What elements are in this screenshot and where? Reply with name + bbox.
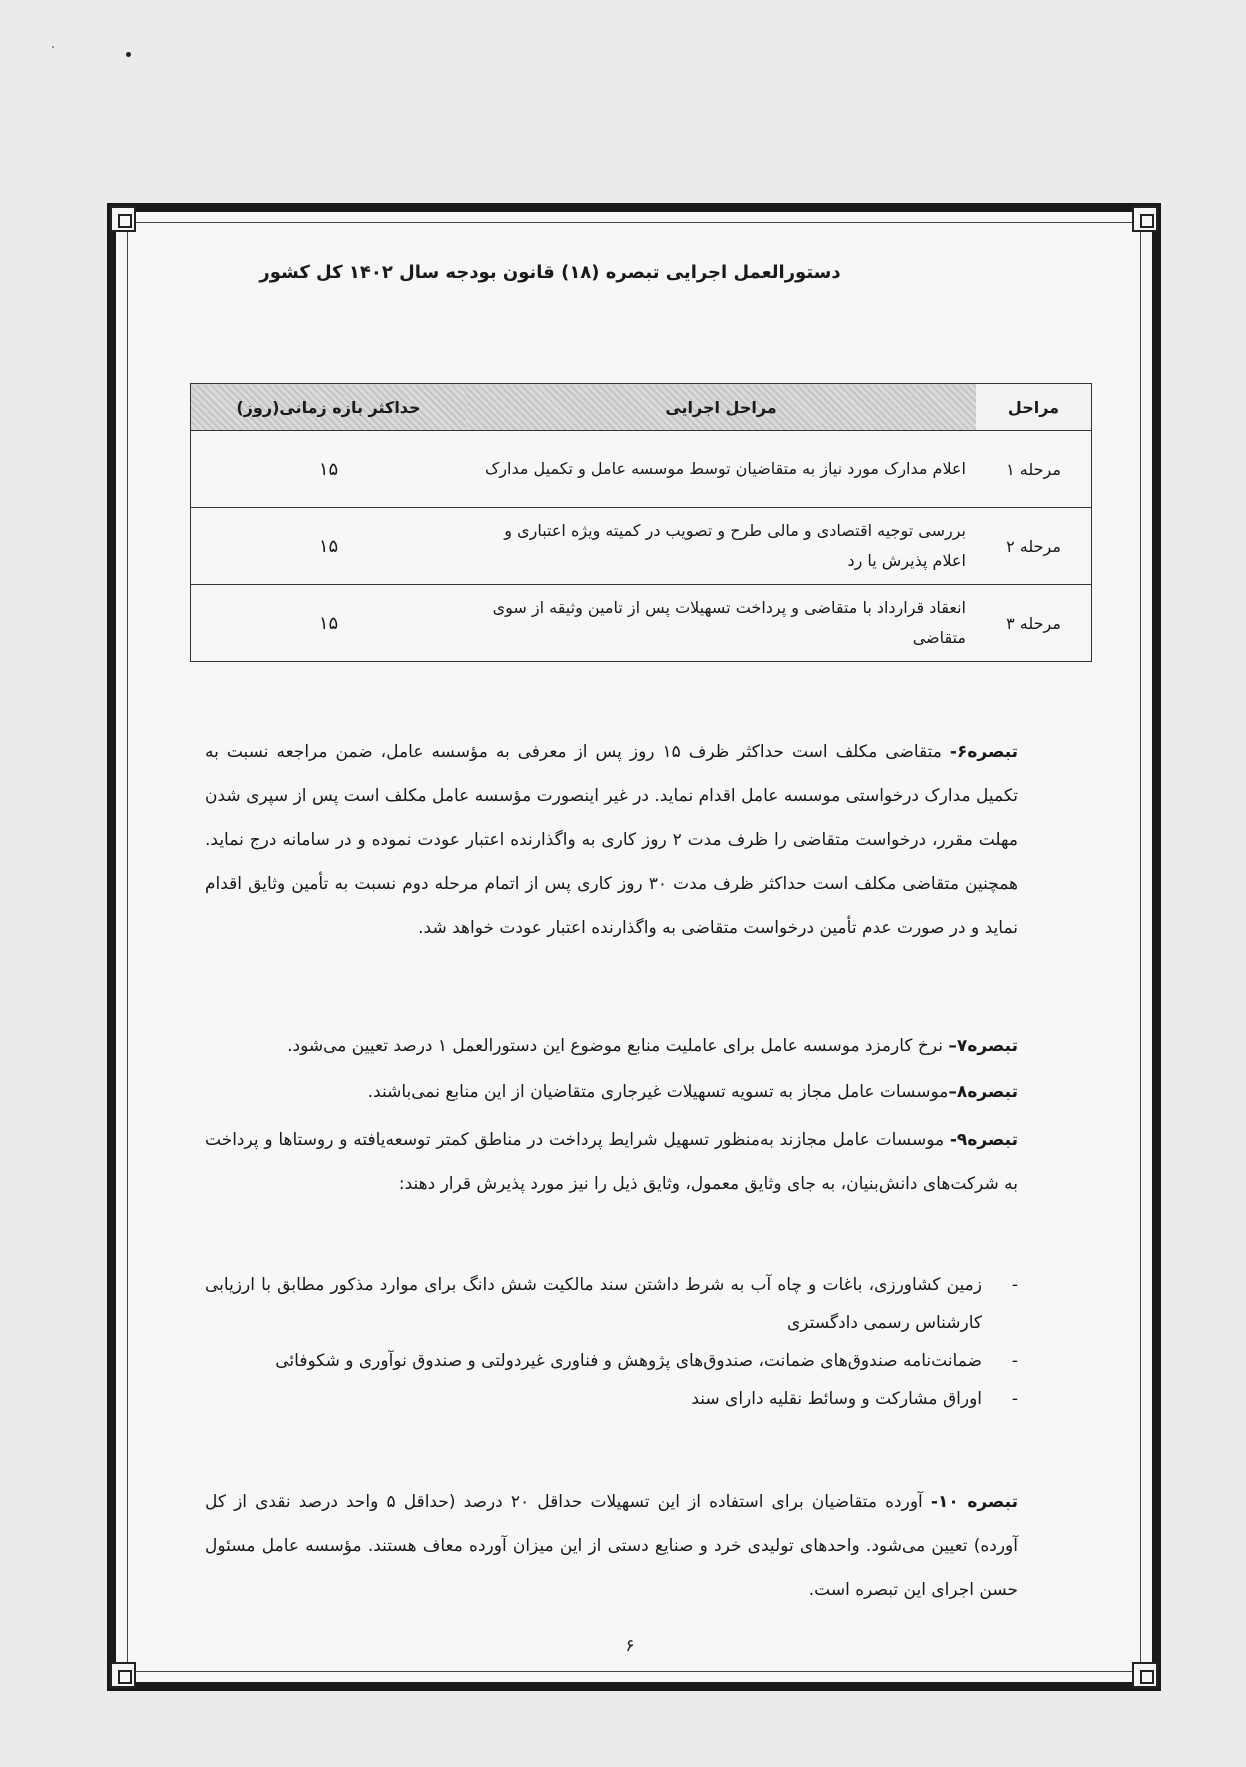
scan-speck [126, 52, 131, 57]
days-cell: ۱۵ [191, 585, 467, 662]
stage-cell: مرحله ۱ [976, 431, 1092, 508]
list-item-text: ضمانت‌نامه صندوق‌های ضمانت، صندوق‌های پژوهش و فناوری غیردولتی و صندوق نوآوری و شکوفائی [275, 1351, 982, 1371]
note-7 [205, 1026, 1018, 1066]
page-title: دستورالعمل اجرایی تبصره (۱۸) قانون بودجه سال ۱۴۰۲ کل کشور [259, 262, 841, 283]
frame-corner-ornament [110, 206, 136, 232]
table-row [191, 585, 1092, 662]
list-item [205, 1266, 1018, 1342]
header-max-days: حداکثر بازه زمانی(روز) [191, 384, 467, 431]
collateral-list [205, 1266, 1018, 1418]
stage-cell: مرحله ۲ [976, 508, 1092, 585]
days-cell: ۱۵ [191, 431, 467, 508]
note-text: متقاضی مکلف است حداکثر ظرف ۱۵ روز پس از معرفی به مؤسسه عامل، ضمن مراجعه نسبت به تکمیل مدارک درخواستی موسسه عامل اقدام نماید. در غیر اینصورت مؤسسه عامل مکلف است پس از سپری شدن مهلت مقرر، درخواست متقاضی را ظرف مدت ۲ روز کاری به واگذارنده اعتبار عودت نموده و در سامانه درج نماید. همچنین متقاضی مکلف است حداکثر ظرف مدت ۳۰ روز کاری پس از اتمام مرحله دوم نسبت به تأمین وثایق اقدام نماید و در صورت عدم تأمین درخواست متقاضی به واگذارنده اعتبار عودت خواهد شد. [205, 742, 1018, 938]
stage-cell: مرحله ۳ [976, 585, 1092, 662]
note-10 [205, 1480, 1018, 1612]
note-label: تبصره۸– [948, 1082, 1018, 1102]
note-label: تبصره۹- [949, 1130, 1018, 1150]
note-label: تبصره۶- [949, 742, 1019, 762]
table-row [191, 508, 1092, 585]
note-text: موسسات عامل مجاز به تسویه تسهیلات غیرجاری متقاضیان از این منابع نمی‌باشند. [367, 1082, 949, 1102]
bullet-dash: - [1011, 1389, 1018, 1409]
note-text: موسسات عامل مجازند به‌منظور تسهیل شرایط پرداخت در مناطق کمتر توسعه‌یافته و روستاها و پرداخت به شرکت‌های دانش‌بنیان، به جای وثایق معمول، وثایق ذیل را نیز مورد پذیرش قرار دهند: [205, 1130, 1018, 1194]
bullet-dash: - [1011, 1351, 1018, 1371]
page-number: ۶ [625, 1636, 635, 1656]
note-text: نرخ کارمزد موسسه عامل برای عاملیت منابع موضوع این دستورالعمل ۱ درصد تعیین می‌شود. [287, 1036, 949, 1056]
header-stage: مراحل [976, 384, 1092, 431]
bullet-dash: - [1011, 1275, 1018, 1295]
list-item [205, 1342, 1018, 1380]
stages-table [190, 383, 1092, 662]
description-cell: بررسی توجیه اقتصادی و مالی طرح و تصویب در کمیته ویژه اعتباری و اعلام پذیرش یا رد [466, 508, 976, 585]
note-text: آورده متقاضیان برای استفاده از این تسهیلات حداقل ۲۰ درصد (حداقل ۵ واحد درصد نقدی از کل آورده) تعیین می‌شود. واحدهای تولیدی خرد و صنایع دستی از این میزان آورده معاف هستند. مؤسسه عامل مسئول حسن اجرای این تبصره است. [205, 1492, 1018, 1600]
table-row [191, 431, 1092, 508]
frame-corner-ornament [1132, 206, 1158, 232]
list-item-text: زمین کشاورزی، باغات و چاه آب به شرط داشتن سند مالکیت شش دانگ برای موارد مذکور مطابق با ارزیابی کارشناس رسمی دادگستری [205, 1275, 982, 1333]
description-cell: اعلام مدارک مورد نیاز به متقاضیان توسط موسسه عامل و تکمیل مدارک [466, 431, 976, 508]
note-label: تبصره۷– [948, 1036, 1018, 1056]
days-cell: ۱۵ [191, 508, 467, 585]
description-cell: انعقاد قرارداد با متقاضی و پرداخت تسهیلات پس از تامین وثیقه از سوی متقاضی [466, 585, 976, 662]
frame-corner-ornament [1132, 1662, 1158, 1688]
table-header-row [191, 384, 1092, 431]
header-executive-steps: مراحل اجرایی [466, 384, 976, 431]
note-8 [205, 1072, 1018, 1112]
list-item-text: اوراق مشارکت و وسائط نقلیه دارای سند [691, 1389, 982, 1409]
note-6 [205, 730, 1018, 950]
note-9 [205, 1118, 1018, 1206]
scan-speck [52, 46, 54, 48]
list-item [205, 1380, 1018, 1418]
note-label: تبصره ۱۰- [930, 1492, 1019, 1512]
frame-corner-ornament [110, 1662, 136, 1688]
